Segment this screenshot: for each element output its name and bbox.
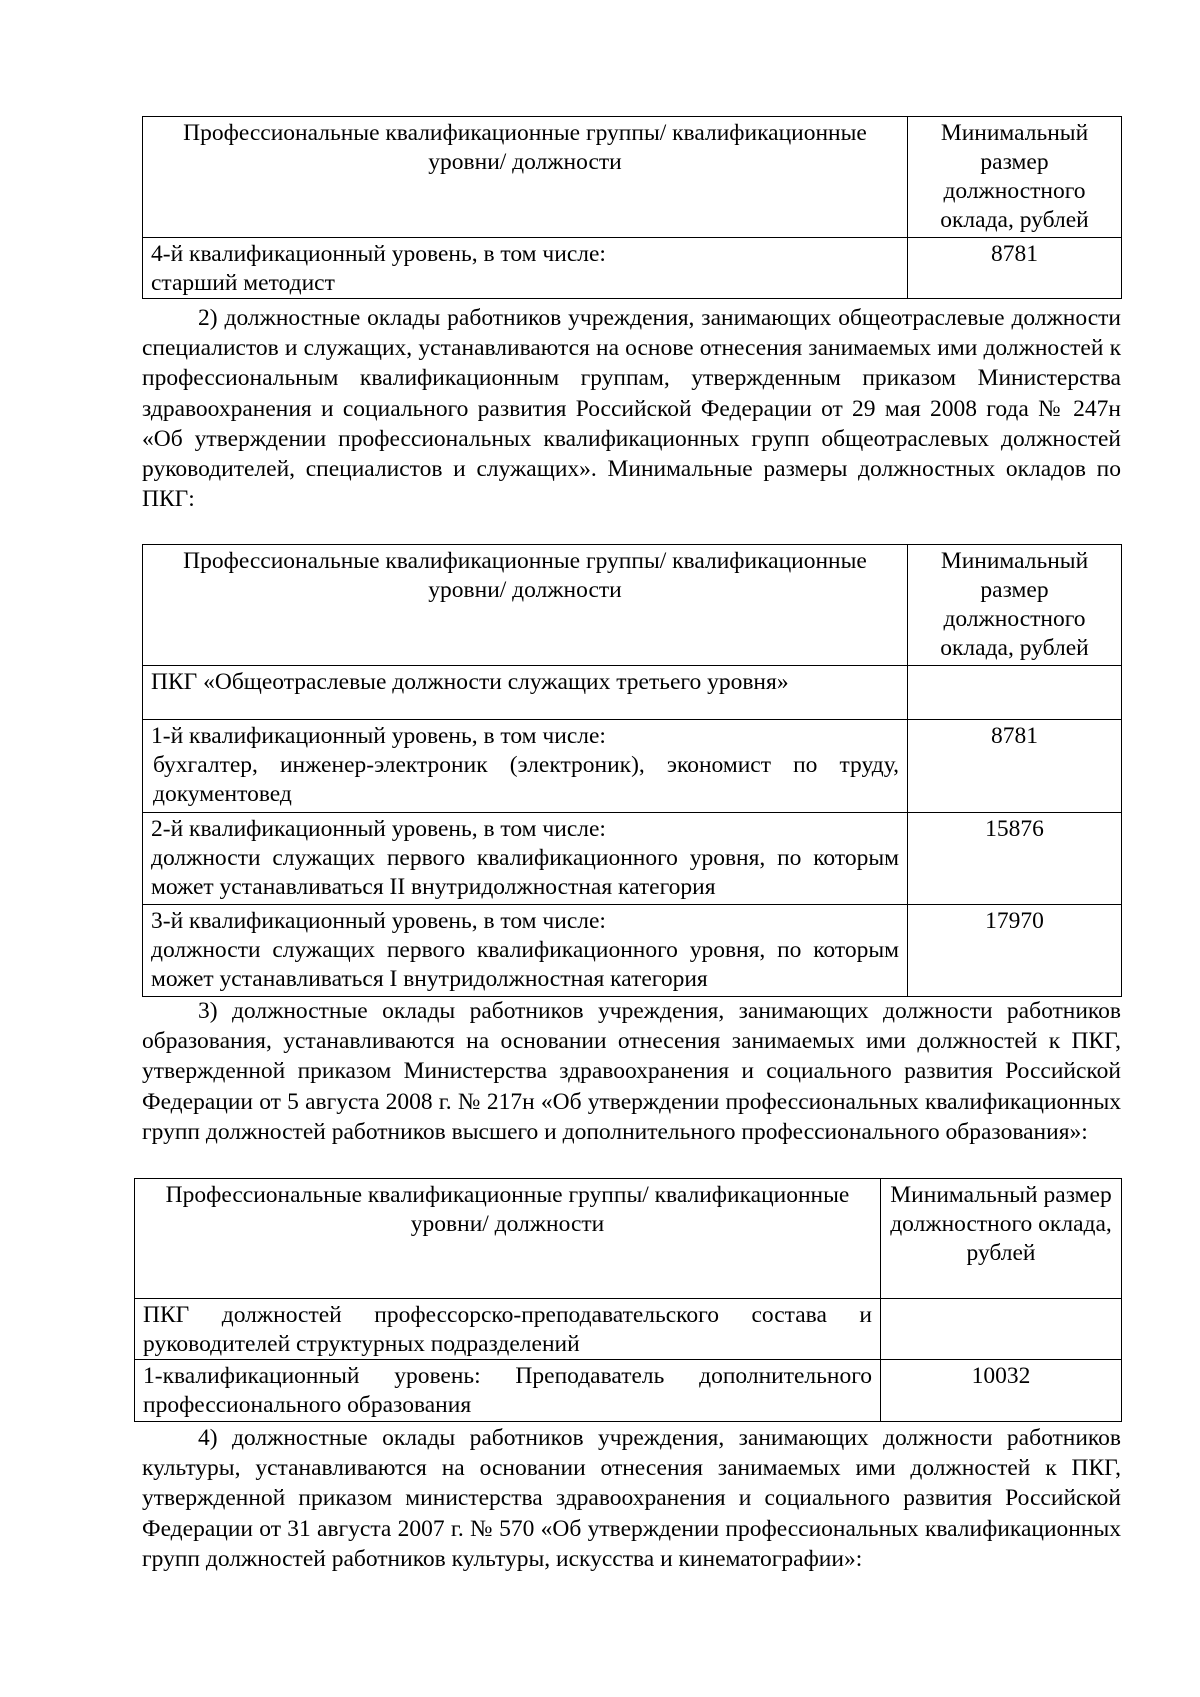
paragraph-3: 3) должностные оклады работников учреждения, занимающих должности работников образования, устанавливаются на основании отнесения занимаемых ими должностей к ПКГ, утвержденной приказом Министерства здравоохранения и социального развития Российской Федерации от 5 августа 2008 г. № 217н «Об утверждении профессиональных квалификационных групп должностей работников высшего и дополнительного профессионального образования»: [142, 998, 1121, 1145]
salary-table-2 [142, 544, 1122, 997]
position-name: старший методист [151, 270, 335, 296]
table-header-groups: Профессиональные квалификационные группы/ квалификационные уровни/ должности [143, 545, 908, 666]
table-header-groups: Профессиональные квалификационные группы/ квалификационные уровни/ должности [143, 117, 908, 238]
qualification-level: 2-й квалификационный уровень, в том числе: [151, 816, 606, 842]
salary-value: 15876 [908, 813, 1122, 905]
salary-value: 8781 [908, 720, 1122, 813]
salary-table-1 [142, 116, 1122, 299]
table-header-groups: Профессиональные квалификационные группы/ квалификационные уровни/ должности [135, 1179, 881, 1299]
salary-value: 17970 [908, 905, 1122, 997]
qualification-cell [143, 905, 908, 997]
table-row [135, 1360, 1122, 1422]
salary-table-3 [134, 1178, 1122, 1422]
paragraph-2: 2) должностные оклады работников учреждения, занимающих общеотраслевые должности специалистов и служащих, устанавливаются на основе отнесения занимаемых ими должностей к профессиональным квалификационным группам, утвержденным приказом Министерства здравоохранения и социального развития Российской Федерации от 29 мая 2008 года № 247н «Об утверждении профессиональных квалификационных групп общеотраслевых должностей руководителей, специалистов и служащих». Минимальные размеры должностных окладов по ПКГ: [142, 305, 1121, 513]
positions-text: должности служащих первого квалификационного уровня, по которым может устанавливаться II внутридолжностная категория [151, 845, 899, 900]
empty-cell [908, 666, 1122, 720]
qualification-cell [143, 720, 908, 813]
table-header-min-salary: Минимальный размер должностного оклада, рублей [881, 1179, 1122, 1299]
table-row [143, 666, 1122, 720]
qualification-cell [143, 238, 908, 299]
positions-text: бухгалтер, инженер-электроник (электроник), экономист по труду, документовед [153, 752, 899, 807]
empty-cell [881, 1299, 1122, 1360]
qualification-cell [143, 813, 908, 905]
table-header-min-salary: Минимальный размер должностного оклада, рублей [908, 545, 1122, 666]
table-row [143, 905, 1122, 997]
qualification-level: 1-й квалификационный уровень, в том числе: [151, 723, 606, 749]
table-row [143, 720, 1122, 813]
pkg-group-name: ПКГ должностей профессорско-преподавательского состава и руководителей структурных подразделений [135, 1299, 881, 1360]
qualification-level: 3-й квалификационный уровень, в том числе: [151, 908, 606, 934]
table-row [143, 813, 1122, 905]
pkg-group-name: ПКГ «Общеотраслевые должности служащих третьего уровня» [143, 666, 908, 720]
table-row [143, 238, 1122, 299]
salary-value: 8781 [908, 238, 1122, 299]
table-row [135, 1299, 1122, 1360]
table-header-min-salary: Минимальный размер должностного оклада, рублей [908, 117, 1122, 238]
qualification-level: 4-й квалификационный уровень, в том числе: [151, 241, 606, 267]
qualification-cell: 1-квалификационный уровень: Преподаватель дополнительного профессионального образования [135, 1360, 881, 1422]
paragraph-4: 4) должностные оклады работников учреждения, занимающих должности работников культуры, устанавливаются на основании отнесения занимаемых ими должностей к ПКГ, утвержденной приказом министерства здравоохранения и социального развития Российской Федерации от 31 августа 2007 г. № 570 «Об утверждении профессиональных квалификационных групп должностей работников культуры, искусства и кинематографии»: [142, 1425, 1121, 1572]
positions-text: должности служащих первого квалификационного уровня, по которым может устанавливаться I внутридолжностная категория [151, 937, 899, 992]
salary-value: 10032 [881, 1360, 1122, 1422]
